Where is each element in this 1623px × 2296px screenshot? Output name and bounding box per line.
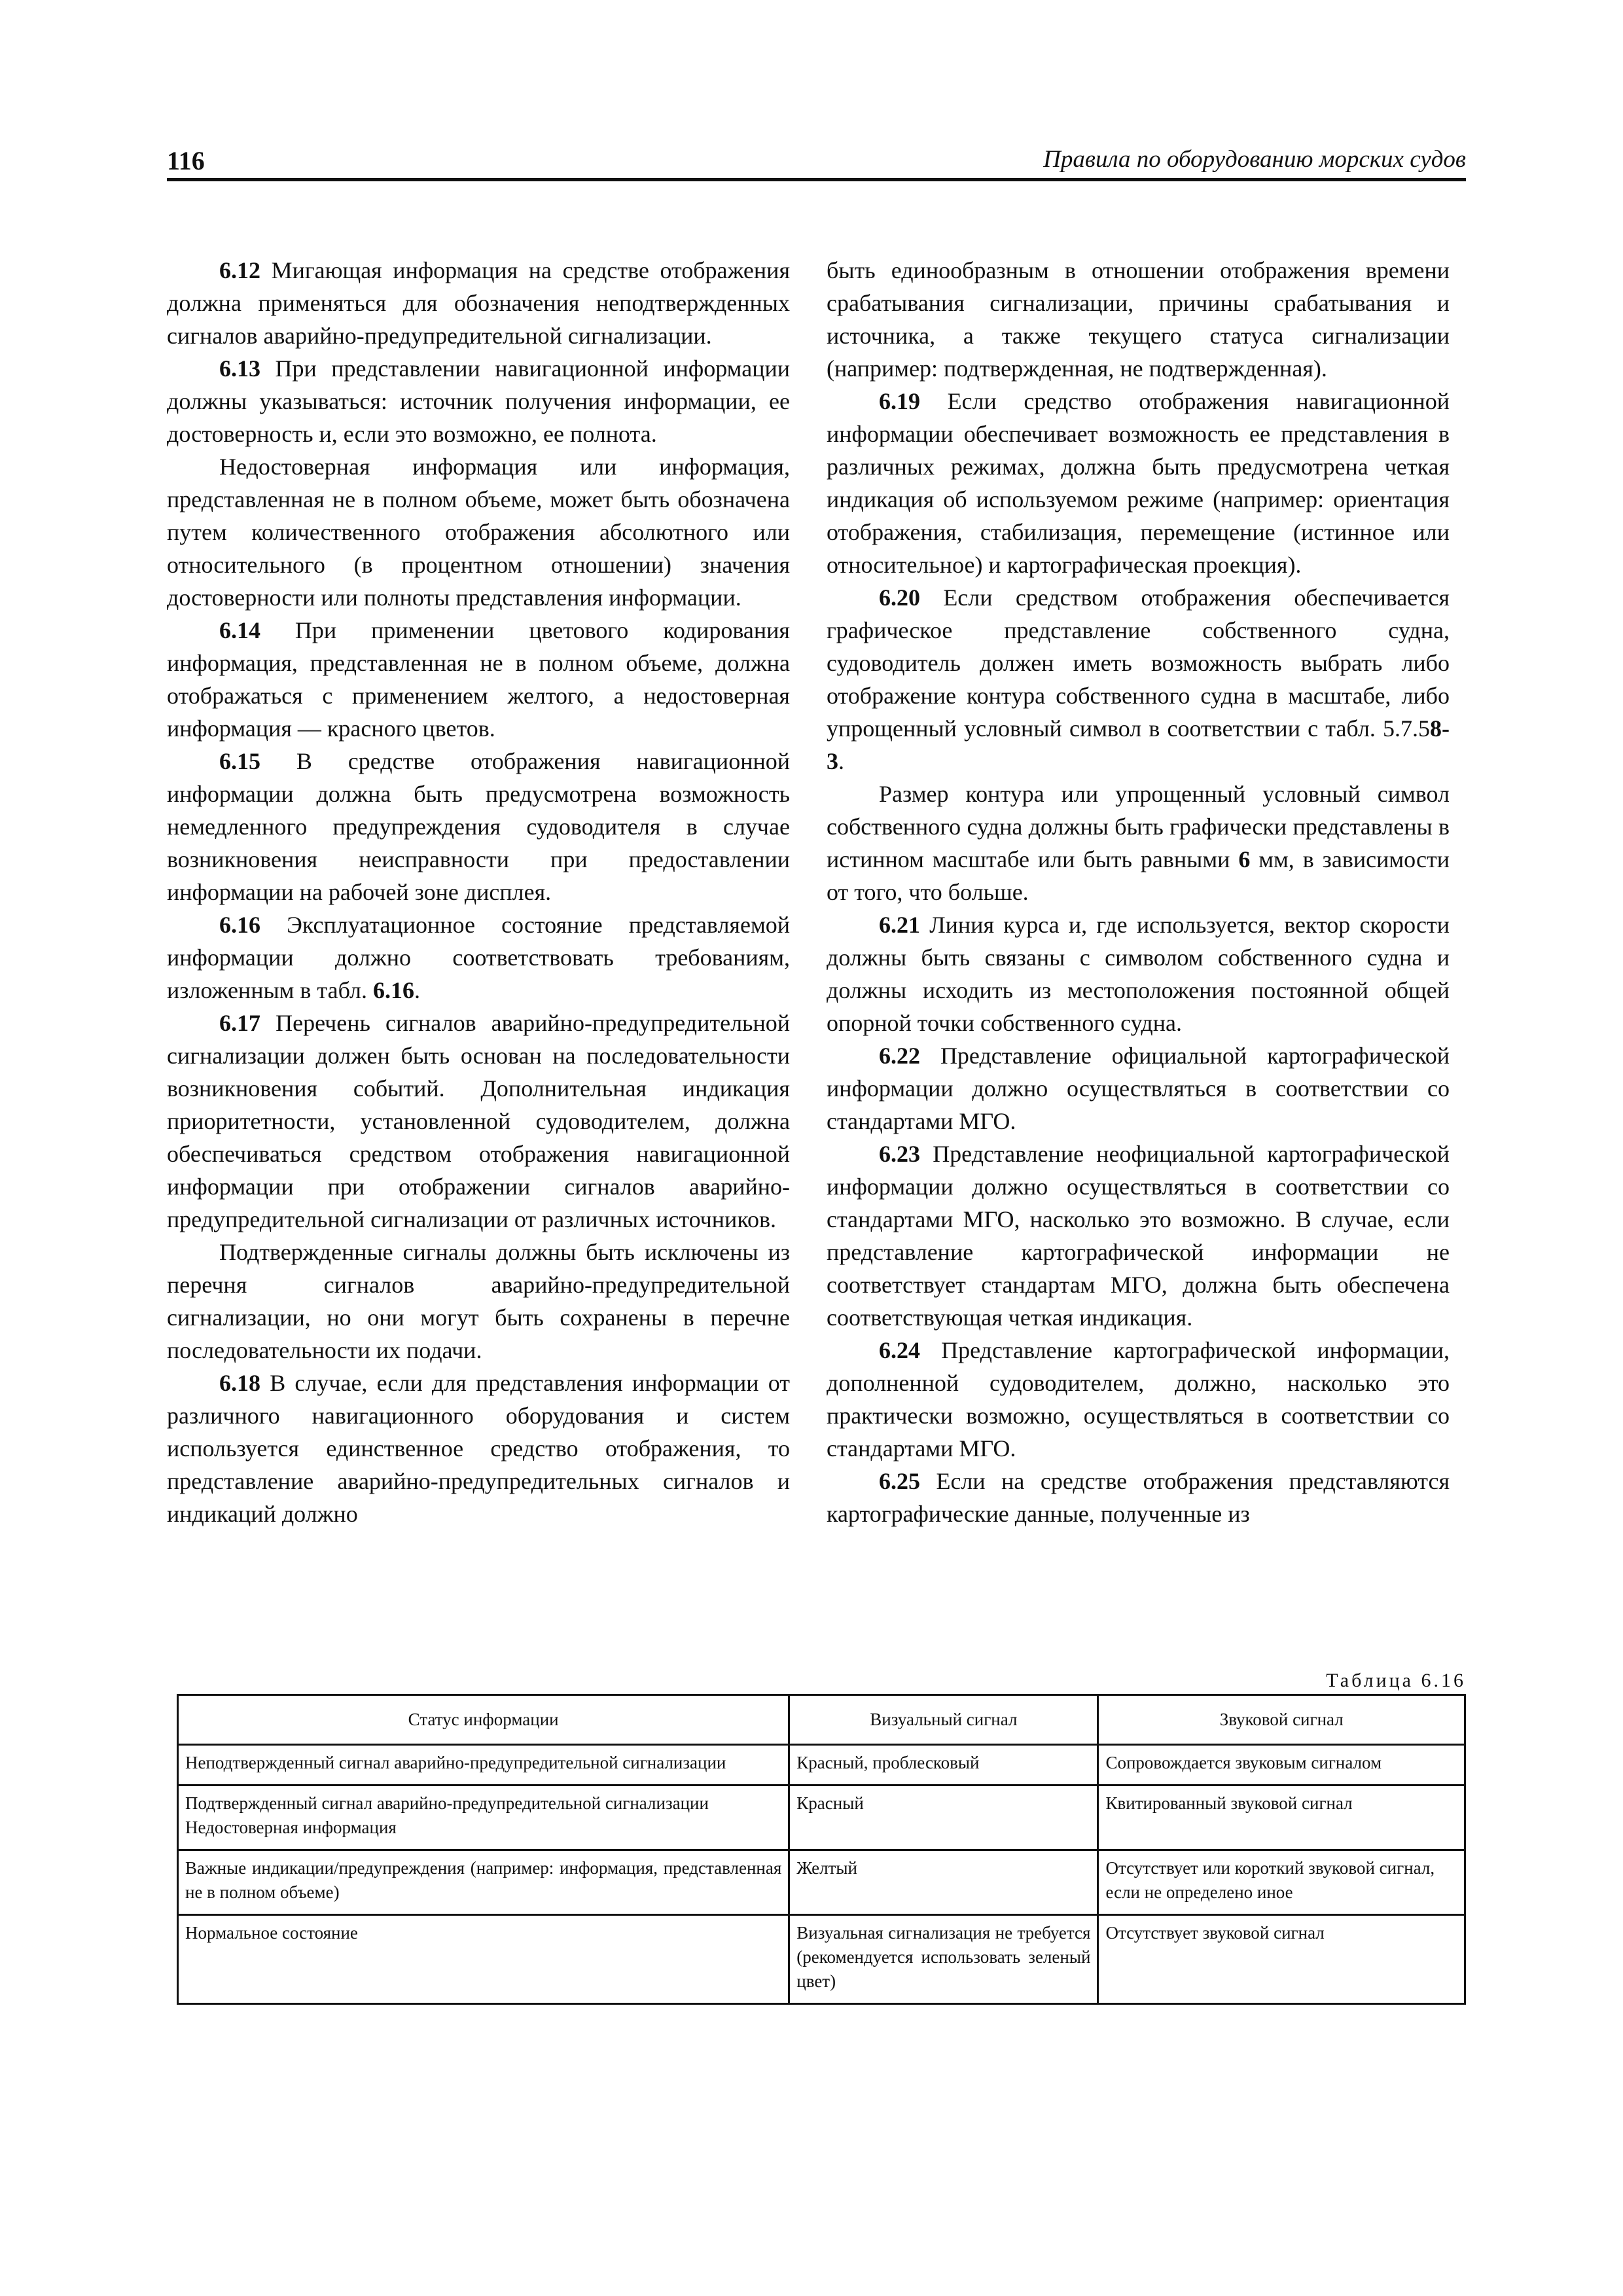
table-row xyxy=(178,1850,1465,1915)
left-paragraph xyxy=(167,745,790,908)
right-column xyxy=(827,254,1450,1530)
paragraph-tail: . xyxy=(838,748,844,774)
paragraph-text: Подтвержденные сигналы должны быть исключены из перечня сигналов аварийно-предупредительной сигнализации, но они могут быть сохранены в перечне последовательности их подачи. xyxy=(167,1239,790,1363)
section-number: 6.16 xyxy=(219,912,260,938)
cell-visual: Визуальная сигнализация не требуется (рекомендуется использовать зеленый цвет) xyxy=(789,1915,1098,2004)
paragraph-tail: мм, в зависимости от того, что больше. xyxy=(827,846,1450,905)
section-number: 6.18 xyxy=(219,1370,260,1396)
cell-audio: Сопровождается звуковым сигналом xyxy=(1098,1745,1465,1785)
section-number: 6.24 xyxy=(879,1337,920,1363)
paragraph-text: Представление неофициальной картографической информации должно осуществляться в соответствии со стандартами МГО, насколько это возможно. В случае, если представление картографической информации не соответствует стандартам МГО, должна быть обеспечена соответствующая четкая индикация. xyxy=(827,1141,1450,1331)
left-paragraph xyxy=(167,614,790,745)
cell-status: Неподтвержденный сигнал аварийно-предупредительной сигнализации xyxy=(178,1745,789,1785)
paragraph-text: быть единообразным в отношении отображения времени срабатывания сигнализации, причины срабатывания и источника, а также текущего статуса сигнализации (например: подтвержденная, не подтвержденная). xyxy=(827,257,1450,382)
paragraph-text: Представление картографической информации, дополненной судоводителем, должно, насколько это практически возможно, осуществляться в соответствии со стандартами МГО. xyxy=(827,1337,1450,1462)
header-status: Статус информации xyxy=(178,1695,789,1745)
right-paragraph xyxy=(827,581,1450,778)
table-row xyxy=(178,1745,1465,1785)
right-paragraph xyxy=(827,778,1450,908)
bold-reference: 6.16 xyxy=(372,977,414,1003)
left-paragraph xyxy=(167,908,790,1007)
header-rule xyxy=(167,178,1466,181)
cell-status: Нормальное состояние xyxy=(178,1915,789,2004)
left-paragraph xyxy=(167,1007,790,1236)
left-paragraph xyxy=(167,254,790,352)
right-paragraph xyxy=(827,1465,1450,1530)
paragraph-text: Если средство отображения навигационной информации обеспечивает возможность ее представления в различных режимах, должна быть предусмотрена четкая индикация об используемом режиме (например: ориентация отображения, стабилизация, перемещение (истинное или относительное) и картографическая проекция). xyxy=(827,388,1450,578)
table-header-row xyxy=(178,1695,1465,1745)
right-paragraph xyxy=(827,1334,1450,1465)
paragraph-text: Если средством отображения обеспечивается графическое представление собственного судна, судоводитель должен иметь возможность выбрать либо отображение контура собственного судна в масштабе, либо упрощенный условный символ в соответствии с табл. 5.7.5 xyxy=(827,584,1450,742)
section-number: 6.20 xyxy=(879,584,920,611)
cell-visual: Желтый xyxy=(789,1850,1098,1915)
running-title: Правила по оборудованию морских судов xyxy=(1043,146,1466,173)
section-number: 6.25 xyxy=(879,1468,920,1494)
section-number: 6.13 xyxy=(219,355,260,382)
paragraph-text: Перечень сигналов аварийно-предупредительной сигнализации должен быть основан на последовательности возникновения событий. Дополнительная индикация приоритетности, установленной судоводителем, должна обеспечиваться средством отображения навигационной информации при отображении сигналов аварийно-предупредительной сигнализации от различных источников. xyxy=(167,1010,790,1232)
left-paragraph xyxy=(167,1236,790,1367)
section-number: 6.12 xyxy=(219,257,260,283)
bold-reference: 6 xyxy=(1238,846,1251,872)
cell-status: Важные индикации/предупреждения (например: информация, представленная не в полном объеме) xyxy=(178,1850,789,1915)
section-number: 6.17 xyxy=(219,1010,260,1036)
cell-audio: Отсутствует звуковой сигнал xyxy=(1098,1915,1465,2004)
cell-audio: Отсутствует или короткий звуковой сигнал, если не определено иное xyxy=(1098,1850,1465,1915)
cell-visual: Красный xyxy=(789,1785,1098,1850)
right-paragraph xyxy=(827,908,1450,1039)
header-audio: Звуковой сигнал xyxy=(1098,1695,1465,1745)
cell-visual: Красный, проблесковый xyxy=(789,1745,1098,1785)
table-caption: Таблица 6.16 xyxy=(1326,1670,1466,1691)
right-paragraph xyxy=(827,1039,1450,1138)
paragraph-text: В средстве отображения навигационной информации должна быть предусмотрена возможность немедленного предупреждения судоводителя в случае возникновения неисправности при предоставлении информации на рабочей зоне дисплея. xyxy=(167,748,790,905)
page-number: 116 xyxy=(167,146,205,175)
paragraph-text: Представление официальной картографической информации должно осуществляться в соответствии со стандартами МГО. xyxy=(827,1043,1450,1134)
bold-reference: 8-3 xyxy=(827,715,1450,774)
section-number: 6.21 xyxy=(879,912,920,938)
paragraph-text: Размер контура или упрощенный условный символ собственного судна должны быть графически представлены в истинном масштабе или быть равными xyxy=(827,781,1450,872)
paragraph-text: Недостоверная информация или информация, представленная не в полном объеме, может быть обозначена путем количественного отображения абсолютного или относительного (в процентном отношении) значения достоверности или полноты представления информации. xyxy=(167,454,790,611)
header-visual: Визуальный сигнал xyxy=(789,1695,1098,1745)
left-paragraph xyxy=(167,352,790,450)
cell-audio: Квитированный звуковой сигнал xyxy=(1098,1785,1465,1850)
paragraph-tail: . xyxy=(414,977,420,1003)
left-paragraph xyxy=(167,450,790,614)
right-paragraph xyxy=(827,385,1450,581)
section-number: 6.23 xyxy=(879,1141,920,1167)
left-column xyxy=(167,254,790,1530)
section-number: 6.15 xyxy=(219,748,260,774)
paragraph-text: При представлении навигационной информации должны указываться: источник получения информации, ее достоверность и, если это возможно, ее полнота. xyxy=(167,355,790,447)
section-number: 6.22 xyxy=(879,1043,920,1069)
cell-status: Подтвержденный сигнал аварийно-предупредительной сигнализации Недостоверная информация xyxy=(178,1785,789,1850)
table-row xyxy=(178,1785,1465,1850)
section-number: 6.14 xyxy=(219,617,260,643)
paragraph-text: Мигающая информация на средстве отображения должна применяться для обозначения неподтвержденных сигналов аварийно-предупредительной сигнализации. xyxy=(167,257,790,349)
paragraph-text: В случае, если для представления информации от различного навигационного оборудования и систем используется единственное средство отображения, то представление аварийно-предупредительных сигналов и индикаций должно xyxy=(167,1370,790,1527)
paragraph-text: Эксплуатационное состояние представляемой информации должно соответствовать требованиям, изложенным в табл. xyxy=(167,912,790,1003)
paragraph-text: Если на средстве отображения представляются картографические данные, полученные из xyxy=(827,1468,1450,1527)
page-header xyxy=(167,145,1466,178)
paragraph-text: Линия курса и, где используется, вектор скорости должны быть связаны с символом собственного судна и должны исходить из местоположения постоянной общей опорной точки собственного судна. xyxy=(827,912,1450,1036)
table-row xyxy=(178,1915,1465,2004)
right-paragraph xyxy=(827,254,1450,385)
paragraph-text: При применении цветового кодирования информация, представленная не в полном объеме, должна отображаться с применением желтого, а недостоверная информация — красного цветов. xyxy=(167,617,790,742)
status-table xyxy=(177,1694,1466,2005)
section-number: 6.19 xyxy=(879,388,920,414)
right-paragraph xyxy=(827,1138,1450,1334)
left-paragraph xyxy=(167,1367,790,1530)
